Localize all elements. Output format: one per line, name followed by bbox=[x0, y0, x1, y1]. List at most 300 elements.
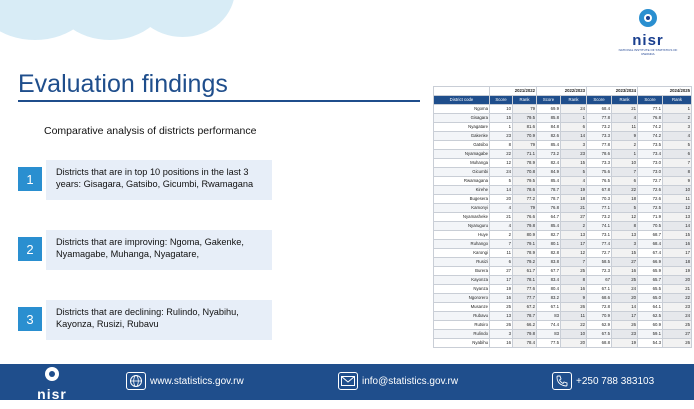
score-cell: 59.1 bbox=[638, 330, 663, 339]
rank-cell: 77.2 bbox=[513, 195, 537, 204]
score-cell: 72.6 bbox=[638, 186, 663, 195]
rank-cell: 81.6 bbox=[513, 123, 537, 132]
logo-text: nisr bbox=[632, 32, 664, 49]
rank-cell: 2 bbox=[561, 222, 587, 231]
rank-cell: 19 bbox=[561, 186, 587, 195]
rank-cell: 14 bbox=[663, 222, 692, 231]
rank-cell: 66.2 bbox=[513, 321, 537, 330]
rank-cell: 78.6 bbox=[513, 186, 537, 195]
score-cell: 6 bbox=[490, 258, 513, 267]
district-name-cell: Ngororero bbox=[434, 294, 490, 303]
score-cell: 72.6 bbox=[638, 195, 663, 204]
envelope-icon bbox=[338, 372, 358, 390]
rank-cell: 76.6 bbox=[513, 213, 537, 222]
rank-cell: 25 bbox=[561, 267, 587, 276]
finding-text: Districts that are in top 10 positions in the last 3 years: Gisagara, Gatsibo, Gicumbi, Rwamagana bbox=[46, 160, 272, 200]
score-cell: 15 bbox=[490, 114, 513, 123]
score-cell: 68.7 bbox=[638, 231, 663, 240]
rank-cell: 18 bbox=[612, 195, 638, 204]
table-row bbox=[434, 141, 692, 150]
district-name-cell: Gakenke bbox=[434, 132, 490, 141]
score-cell: 67.1 bbox=[587, 285, 612, 294]
score-cell: 77.8 bbox=[587, 114, 612, 123]
rank-cell: 8 bbox=[612, 222, 638, 231]
score-cell: 82.8 bbox=[537, 249, 561, 258]
rank-cell: 78.1 bbox=[513, 276, 537, 285]
table-row bbox=[434, 150, 692, 159]
rank-cell: 3 bbox=[612, 240, 638, 249]
score-cell: 84.9 bbox=[537, 168, 561, 177]
rank-cell: 6 bbox=[663, 150, 692, 159]
score-cell: 80.1 bbox=[537, 240, 561, 249]
score-cell: 74.4 bbox=[537, 321, 561, 330]
score-cell: 65.7 bbox=[638, 276, 663, 285]
rank-header: Rank bbox=[612, 96, 638, 105]
rank-cell: 1 bbox=[561, 114, 587, 123]
score-cell: 83 bbox=[537, 330, 561, 339]
table-row bbox=[434, 105, 692, 114]
phone-number[interactable]: +250 788 383103 bbox=[576, 376, 655, 387]
table-row bbox=[434, 285, 692, 294]
district-name-cell: Kayonza bbox=[434, 276, 490, 285]
score-cell: 73.4 bbox=[638, 150, 663, 159]
rank-cell: 18 bbox=[663, 258, 692, 267]
district-name-cell: Ruhango bbox=[434, 240, 490, 249]
rank-cell: 15 bbox=[612, 249, 638, 258]
rank-cell: 1 bbox=[612, 150, 638, 159]
score-cell: 69.9 bbox=[537, 105, 561, 114]
rank-cell: 26 bbox=[663, 339, 692, 348]
table-row bbox=[434, 132, 692, 141]
district-name-cell: Ngoma bbox=[434, 105, 490, 114]
rank-cell: 78.7 bbox=[513, 312, 537, 321]
score-cell: 65.9 bbox=[638, 267, 663, 276]
footer-logo bbox=[28, 366, 76, 409]
finding-text: Districts that are declining: Rulindo, Nyabihu, Kayonza, Rusizi, Rubavu bbox=[46, 300, 272, 340]
rank-cell: 61.7 bbox=[513, 267, 537, 276]
score-cell: 73.1 bbox=[587, 231, 612, 240]
logo-subtext: NATIONAL INSTITUTE OF STATISTICS OF RWANDA bbox=[618, 48, 678, 56]
rank-cell: 13 bbox=[561, 231, 587, 240]
rank-cell: 70.8 bbox=[513, 168, 537, 177]
score-cell: 20 bbox=[490, 195, 513, 204]
district-name-cell: Rutsiro bbox=[434, 321, 490, 330]
rank-cell: 22 bbox=[663, 294, 692, 303]
score-cell: 67.4 bbox=[638, 249, 663, 258]
score-cell: 14 bbox=[490, 186, 513, 195]
district-name-cell: Nyamagabe bbox=[434, 150, 490, 159]
district-name-cell: Nyagatare bbox=[434, 123, 490, 132]
rank-cell: 79 bbox=[513, 204, 537, 213]
rank-cell: 27 bbox=[663, 330, 692, 339]
score-cell: 73.5 bbox=[638, 141, 663, 150]
rank-cell: 12 bbox=[663, 204, 692, 213]
rank-cell: 25 bbox=[663, 321, 692, 330]
score-cell: 74.1 bbox=[587, 222, 612, 231]
score-cell: 75.6 bbox=[587, 168, 612, 177]
rank-cell: 22 bbox=[612, 186, 638, 195]
district-name-cell: Burera bbox=[434, 267, 490, 276]
score-cell: 78.6 bbox=[587, 150, 612, 159]
score-cell: 72.8 bbox=[587, 303, 612, 312]
rank-cell: 67.2 bbox=[513, 303, 537, 312]
section-subtitle: Comparative analysis of districts performance bbox=[44, 125, 257, 137]
score-cell: 7 bbox=[490, 240, 513, 249]
rank-cell: 9 bbox=[612, 132, 638, 141]
rank-cell: 23 bbox=[612, 330, 638, 339]
rank-cell: 3 bbox=[663, 123, 692, 132]
rank-cell: 7 bbox=[561, 258, 587, 267]
table-row bbox=[434, 114, 692, 123]
website-link[interactable]: www.statistics.gov.rw bbox=[150, 376, 244, 387]
table-row bbox=[434, 321, 692, 330]
rank-cell: 4 bbox=[663, 132, 692, 141]
score-cell: 85.4 bbox=[537, 141, 561, 150]
rank-cell: 79.5 bbox=[513, 114, 537, 123]
rank-cell: 4 bbox=[561, 177, 587, 186]
score-cell: 66.9 bbox=[638, 258, 663, 267]
year-header: 2023/2024 bbox=[587, 87, 638, 96]
rank-cell: 79.5 bbox=[513, 177, 537, 186]
rank-cell: 13 bbox=[663, 213, 692, 222]
rank-cell: 26 bbox=[561, 303, 587, 312]
globe-icon bbox=[126, 372, 146, 390]
score-header: Score bbox=[587, 96, 612, 105]
logo-subtext: NATIONAL INSTITUTE OF STATISTICS OF RWANDA bbox=[33, 401, 70, 409]
score-cell: 72.3 bbox=[587, 267, 612, 276]
finding-number: 3 bbox=[18, 307, 42, 331]
nisr-logo bbox=[618, 8, 678, 56]
district-performance-table bbox=[433, 86, 691, 348]
score-cell: 71.9 bbox=[638, 213, 663, 222]
score-cell: 16 bbox=[490, 339, 513, 348]
table-row bbox=[434, 276, 692, 285]
rank-cell: 2 bbox=[612, 141, 638, 150]
score-cell: 73.2 bbox=[537, 150, 561, 159]
score-cell: 77.5 bbox=[537, 339, 561, 348]
column-header-row bbox=[434, 96, 692, 105]
decorative-cloud bbox=[0, 0, 230, 48]
score-cell: 85.8 bbox=[537, 114, 561, 123]
score-cell: 25 bbox=[490, 303, 513, 312]
rank-cell: 16 bbox=[612, 267, 638, 276]
score-cell: 76.8 bbox=[638, 114, 663, 123]
rank-cell: 78.9 bbox=[513, 159, 537, 168]
rank-cell: 14 bbox=[561, 132, 587, 141]
phone-icon bbox=[552, 372, 572, 390]
score-cell: 64.7 bbox=[537, 213, 561, 222]
rank-cell: 12 bbox=[561, 249, 587, 258]
table-row bbox=[434, 267, 692, 276]
score-cell: 73.2 bbox=[587, 123, 612, 132]
score-cell: 26 bbox=[490, 321, 513, 330]
score-cell: 77.1 bbox=[638, 105, 663, 114]
table-row bbox=[434, 339, 692, 348]
score-cell: 83.4 bbox=[537, 276, 561, 285]
score-cell: 17 bbox=[490, 276, 513, 285]
score-cell: 1 bbox=[490, 123, 513, 132]
rank-cell: 71.1 bbox=[513, 150, 537, 159]
table-row bbox=[434, 231, 692, 240]
rank-cell: 79.2 bbox=[513, 258, 537, 267]
score-cell: 67.1 bbox=[537, 303, 561, 312]
rank-cell: 5 bbox=[561, 168, 587, 177]
score-header: Score bbox=[638, 96, 663, 105]
score-cell: 65.5 bbox=[638, 285, 663, 294]
score-cell: 80.4 bbox=[537, 285, 561, 294]
score-cell: 77.1 bbox=[587, 204, 612, 213]
score-cell: 67.5 bbox=[587, 330, 612, 339]
rank-cell: 23 bbox=[663, 303, 692, 312]
rank-cell: 79.8 bbox=[513, 222, 537, 231]
score-cell: 84.8 bbox=[537, 123, 561, 132]
year-header: 2022/2023 bbox=[537, 87, 587, 96]
district-name-cell: Bugesera bbox=[434, 195, 490, 204]
rank-cell: 11 bbox=[663, 195, 692, 204]
score-cell: 3 bbox=[490, 330, 513, 339]
page-title: Evaluation findings bbox=[18, 70, 228, 98]
finding-3 bbox=[18, 300, 273, 340]
score-cell: 64.1 bbox=[638, 303, 663, 312]
rank-header: Rank bbox=[663, 96, 692, 105]
district-name-cell: Nyamasheke bbox=[434, 213, 490, 222]
score-cell: 83.8 bbox=[537, 258, 561, 267]
rank-cell: 1 bbox=[663, 105, 692, 114]
rank-cell: 10 bbox=[663, 186, 692, 195]
rank-cell: 13 bbox=[612, 231, 638, 240]
rank-cell: 8 bbox=[663, 168, 692, 177]
score-cell: 11 bbox=[490, 249, 513, 258]
score-cell: 70.9 bbox=[587, 312, 612, 321]
rank-cell: 17 bbox=[561, 240, 587, 249]
score-cell: 67.7 bbox=[537, 267, 561, 276]
score-cell: 5 bbox=[490, 177, 513, 186]
rank-cell: 24 bbox=[561, 105, 587, 114]
score-cell: 58.5 bbox=[587, 258, 612, 267]
table-row bbox=[434, 312, 692, 321]
finding-number: 2 bbox=[18, 237, 42, 261]
score-cell: 85.4 bbox=[537, 222, 561, 231]
rank-cell: 4 bbox=[612, 114, 638, 123]
district-name-cell: Rulindo bbox=[434, 330, 490, 339]
score-cell: 8 bbox=[490, 141, 513, 150]
rank-cell: 22 bbox=[561, 321, 587, 330]
score-cell: 54.3 bbox=[638, 339, 663, 348]
score-cell: 16 bbox=[490, 294, 513, 303]
district-name-cell: Rubavu bbox=[434, 312, 490, 321]
rank-cell: 70.9 bbox=[513, 132, 537, 141]
table-row bbox=[434, 240, 692, 249]
score-cell: 83 bbox=[537, 312, 561, 321]
table-row bbox=[434, 168, 692, 177]
rank-cell: 79.1 bbox=[513, 240, 537, 249]
rank-cell: 79.8 bbox=[513, 330, 537, 339]
rank-cell: 78.9 bbox=[513, 249, 537, 258]
rank-cell: 6 bbox=[612, 177, 638, 186]
score-cell: 68.4 bbox=[587, 105, 612, 114]
table-row bbox=[434, 303, 692, 312]
rank-cell: 27 bbox=[561, 213, 587, 222]
rank-cell: 8 bbox=[561, 276, 587, 285]
rank-cell: 11 bbox=[561, 312, 587, 321]
rank-cell: 80.9 bbox=[513, 231, 537, 240]
rank-cell: 20 bbox=[561, 339, 587, 348]
rank-cell: 77.6 bbox=[513, 285, 537, 294]
score-cell: 82.7 bbox=[537, 231, 561, 240]
score-cell: 73.3 bbox=[587, 159, 612, 168]
rank-cell: 3 bbox=[561, 141, 587, 150]
finding-1 bbox=[18, 160, 273, 200]
score-cell: 70.3 bbox=[587, 195, 612, 204]
score-cell: 73.0 bbox=[638, 168, 663, 177]
rank-cell: 18 bbox=[561, 195, 587, 204]
score-cell: 67.8 bbox=[587, 186, 612, 195]
table-row bbox=[434, 258, 692, 267]
logo-emblem-icon bbox=[41, 366, 63, 382]
district-name-cell: Gatsibo bbox=[434, 141, 490, 150]
logo-text: nisr bbox=[37, 386, 67, 402]
score-cell: 4 bbox=[490, 222, 513, 231]
district-name-cell: Huye bbox=[434, 231, 490, 240]
score-cell: 82.4 bbox=[537, 159, 561, 168]
score-cell: 68.8 bbox=[587, 339, 612, 348]
rank-cell: 10 bbox=[612, 159, 638, 168]
rank-cell: 9 bbox=[663, 177, 692, 186]
score-cell: 13 bbox=[490, 312, 513, 321]
score-cell: 74.2 bbox=[638, 132, 663, 141]
table-row bbox=[434, 330, 692, 339]
rank-cell: 16 bbox=[561, 285, 587, 294]
rank-cell: 79 bbox=[513, 141, 537, 150]
rank-cell: 21 bbox=[561, 204, 587, 213]
score-cell: 72.7 bbox=[587, 249, 612, 258]
table-row bbox=[434, 294, 692, 303]
rank-cell: 5 bbox=[663, 141, 692, 150]
score-cell: 2 bbox=[490, 231, 513, 240]
district-code-header: District code bbox=[434, 96, 490, 105]
table-row bbox=[434, 222, 692, 231]
score-cell: 74.2 bbox=[638, 123, 663, 132]
score-cell: 78.7 bbox=[537, 186, 561, 195]
rank-header: Rank bbox=[513, 96, 537, 105]
finding-2 bbox=[18, 230, 273, 270]
rank-cell: 17 bbox=[663, 249, 692, 258]
district-name-cell: Gisagara bbox=[434, 114, 490, 123]
table-row bbox=[434, 195, 692, 204]
table-row bbox=[434, 213, 692, 222]
district-name-cell: Karongi bbox=[434, 249, 490, 258]
score-cell: 4 bbox=[490, 204, 513, 213]
rank-cell: 24 bbox=[663, 312, 692, 321]
district-name-cell: Gicumbi bbox=[434, 168, 490, 177]
rank-cell: 7 bbox=[663, 159, 692, 168]
district-name-cell: Nyabihu bbox=[434, 339, 490, 348]
score-header: Score bbox=[490, 96, 513, 105]
rank-cell: 20 bbox=[612, 294, 638, 303]
rank-cell: 23 bbox=[561, 150, 587, 159]
score-cell: 22 bbox=[490, 150, 513, 159]
score-cell: 60.9 bbox=[638, 321, 663, 330]
score-cell: 72.7 bbox=[638, 177, 663, 186]
table-row bbox=[434, 204, 692, 213]
year-header: 2021/2022 bbox=[490, 87, 537, 96]
rank-cell: 16 bbox=[663, 240, 692, 249]
score-cell: 77.4 bbox=[587, 240, 612, 249]
score-cell: 24 bbox=[490, 168, 513, 177]
rank-cell: 21 bbox=[612, 105, 638, 114]
district-name-cell: Nyanza bbox=[434, 285, 490, 294]
finding-number: 1 bbox=[18, 167, 42, 191]
district-name-cell: Musanze bbox=[434, 303, 490, 312]
table-row bbox=[434, 159, 692, 168]
score-cell: 73.0 bbox=[638, 159, 663, 168]
score-cell: 12 bbox=[490, 159, 513, 168]
score-cell: 68.4 bbox=[638, 240, 663, 249]
district-name-cell: Muhanga bbox=[434, 159, 490, 168]
rank-cell: 25 bbox=[612, 276, 638, 285]
district-name-cell: Kamonyi bbox=[434, 204, 490, 213]
rank-cell: 19 bbox=[612, 339, 638, 348]
footer-bar bbox=[0, 364, 694, 409]
score-cell: 68.6 bbox=[587, 294, 612, 303]
rank-cell: 15 bbox=[663, 231, 692, 240]
rank-cell: 7 bbox=[612, 168, 638, 177]
rank-cell: 79 bbox=[513, 105, 537, 114]
score-cell: 82.6 bbox=[537, 132, 561, 141]
rank-cell: 77.7 bbox=[513, 294, 537, 303]
district-name-cell: Rusizi bbox=[434, 258, 490, 267]
score-cell: 19 bbox=[490, 285, 513, 294]
logo-emblem-icon bbox=[635, 8, 661, 28]
score-cell: 73.2 bbox=[587, 213, 612, 222]
rank-cell: 12 bbox=[612, 213, 638, 222]
score-header: Score bbox=[537, 96, 561, 105]
score-cell: 83.2 bbox=[537, 294, 561, 303]
rank-cell: 15 bbox=[561, 159, 587, 168]
district-name-cell: Rwamagana bbox=[434, 177, 490, 186]
score-cell: 21 bbox=[490, 213, 513, 222]
rank-cell: 2 bbox=[663, 114, 692, 123]
year-header: 2024/2025 bbox=[638, 87, 692, 96]
rank-cell: 6 bbox=[561, 123, 587, 132]
score-cell: 73.3 bbox=[587, 132, 612, 141]
score-cell: 77.8 bbox=[587, 141, 612, 150]
score-cell: 72.5 bbox=[638, 204, 663, 213]
district-name-cell: Nyaruguru bbox=[434, 222, 490, 231]
email-link[interactable]: info@statistics.gov.rw bbox=[362, 376, 459, 387]
table-row bbox=[434, 123, 692, 132]
score-cell: 78.7 bbox=[537, 195, 561, 204]
title-underline bbox=[18, 100, 420, 102]
rank-cell: 78.4 bbox=[513, 339, 537, 348]
score-cell: 76.8 bbox=[537, 204, 561, 213]
score-cell: 62.5 bbox=[638, 312, 663, 321]
rank-cell: 26 bbox=[612, 321, 638, 330]
score-cell: 85.4 bbox=[537, 177, 561, 186]
score-cell: 76.5 bbox=[587, 177, 612, 186]
table-body bbox=[434, 105, 692, 348]
score-cell: 65.0 bbox=[638, 294, 663, 303]
rank-cell: 9 bbox=[561, 294, 587, 303]
rank-cell: 11 bbox=[612, 123, 638, 132]
year-header-blank bbox=[434, 87, 490, 96]
score-cell: 27 bbox=[490, 267, 513, 276]
rank-cell: 21 bbox=[663, 285, 692, 294]
rank-cell: 17 bbox=[612, 312, 638, 321]
table-row bbox=[434, 249, 692, 258]
rank-cell: 10 bbox=[561, 330, 587, 339]
table-row bbox=[434, 186, 692, 195]
